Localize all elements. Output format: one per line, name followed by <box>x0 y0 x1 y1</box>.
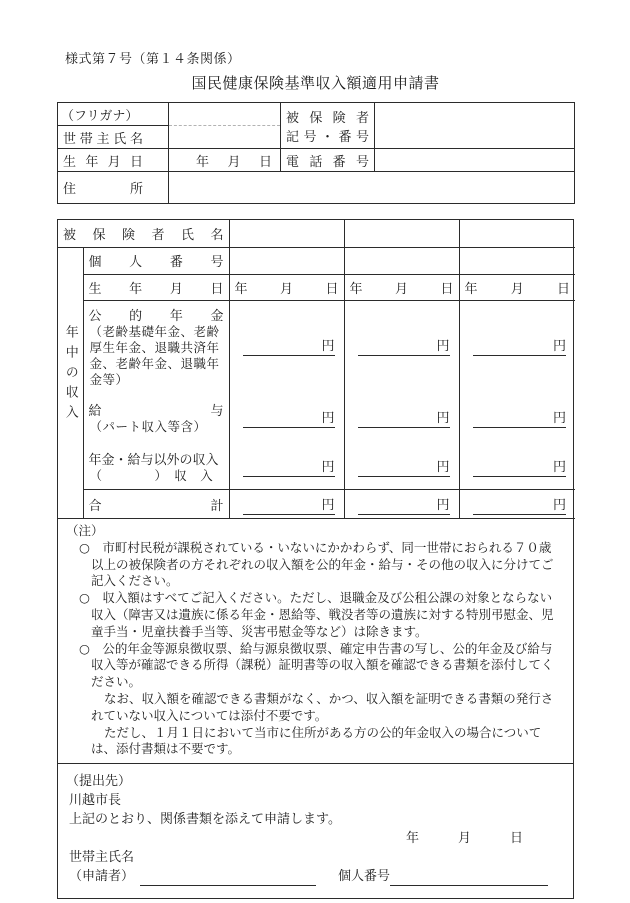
insured-name-label-cell <box>58 220 229 247</box>
applicant-label: （申請者） <box>69 869 135 885</box>
annual-income-vertical-label-cell <box>58 247 83 519</box>
phone-label-cell <box>281 149 375 172</box>
yen-label: 円 <box>553 410 567 426</box>
salary-note: （パート収入等含） <box>89 418 207 434</box>
page-title: 国民健康保険基準収入額適用申請書 <box>191 74 440 92</box>
insured-number-field[interactable] <box>375 103 575 149</box>
personal-number-write-field[interactable] <box>390 871 548 886</box>
total-amount-field-1[interactable] <box>243 494 335 515</box>
birthdate-field[interactable] <box>169 149 281 172</box>
applicant-info-table <box>57 102 575 204</box>
pension-amount-field-2[interactable] <box>358 335 450 356</box>
insured-birthdate-field-2[interactable] <box>344 274 459 300</box>
address-field[interactable] <box>169 172 575 204</box>
date-placeholder: 年月日 <box>464 281 571 297</box>
yen-label: 円 <box>553 497 567 513</box>
yen-label: 円 <box>436 410 450 426</box>
other-income-title: 年金・給与以外の収入 <box>88 453 219 469</box>
pension-amount-field-3[interactable] <box>473 335 567 356</box>
form-number: 様式第７号（第１４条関係） <box>65 52 241 67</box>
other-amount-field-3[interactable] <box>473 456 567 477</box>
pension-amount-cell-1 <box>229 300 344 390</box>
yen-label: 円 <box>321 338 335 354</box>
main-box <box>57 219 574 899</box>
insured-birthdate-label-cell <box>83 274 229 300</box>
yen-label: 円 <box>436 338 450 354</box>
pension-amount-cell-3 <box>459 300 575 390</box>
yen-label: 円 <box>321 497 335 513</box>
other-amount-cell-3 <box>459 445 575 490</box>
pension-amount-field-1[interactable] <box>243 335 335 356</box>
other-income-note: （ ） 収 入 <box>89 468 214 484</box>
household-head-label-cell <box>58 126 169 149</box>
salary-title: 給与 <box>88 403 224 419</box>
personal-number-label: 個人番号 <box>88 255 224 270</box>
total-amount-field-3[interactable] <box>473 494 567 515</box>
note-item-5: ただし、１月１日において当市に住所がある方の公的年金収入の場合については、添付書類は不要です。 <box>91 724 542 757</box>
yen-label: 円 <box>436 460 450 476</box>
insured-name-label: 被保険者氏名 <box>63 227 224 243</box>
insured-birthdate-field-1[interactable] <box>229 274 344 300</box>
address-label-cell <box>58 172 169 204</box>
other-amount-cell-2 <box>344 445 459 490</box>
pension-title: 公的年金 <box>88 308 224 324</box>
insured-number-label-line2: 記号・番号 <box>286 129 369 145</box>
other-income-label-cell <box>83 445 229 490</box>
destination-value: 川越市長 <box>69 793 122 809</box>
phone-label: 電話番号 <box>286 154 369 170</box>
salary-amount-cell-2 <box>344 390 459 445</box>
salary-amount-field-3[interactable] <box>473 407 567 428</box>
destination-label: （提出先） <box>66 774 132 790</box>
total-label-cell <box>83 490 229 519</box>
note-item-2: ○ 収入額はすべてご記入ください。ただし、退職金及び公租公課の対象とならない収入（障害又は遺族に係る年金・恩給等、戦没者等の遺族に対する特別弔慰金、児童手当・児童扶養手当等、災害弔慰金等など）は除きます。 <box>79 590 554 639</box>
insured-number-label-line1: 被保険者 <box>286 110 369 126</box>
household-head-name-field[interactable] <box>169 126 281 149</box>
date-placeholder: 年月日 <box>234 281 339 297</box>
annual-income-vertical-label: 年中の収入 <box>62 324 78 425</box>
household-head-label: 世帯主氏名 <box>63 131 143 147</box>
personal-number-label-cell <box>83 247 229 274</box>
total-amount-cell-3 <box>459 490 575 519</box>
note-item-3: ○ 公的年金等源泉徴収票、給与源泉徴収票、確定申告書の写し、公的年金及び給与収入等が確認できる所得（課税）証明書等の収入額を確認できる書類を添付してください。 <box>79 640 554 690</box>
yen-label: 円 <box>553 338 567 354</box>
notes-section <box>58 519 573 764</box>
yen-label: 円 <box>321 460 335 476</box>
application-date-placeholder: 年 月 日 <box>405 831 523 847</box>
yen-label: 円 <box>321 410 335 426</box>
total-amount-cell-1 <box>229 490 344 519</box>
total-amount-cell-2 <box>344 490 459 519</box>
furigana-label-cell <box>58 103 169 126</box>
note-item-1: ○ 市町村民税が課税されている・いないにかかわらず、同一世帯におられる７０歳以上の被保険者の方それぞれの収入額を公的年金・給与・その他の収入に分けてご記入ください。 <box>79 539 554 589</box>
pension-note: （老齢基礎年金、老齢厚生年金、退職共済年金、老齢年金、退職年金等） <box>89 323 220 387</box>
salary-label-cell <box>83 390 229 445</box>
birthdate-label: 生年月日 <box>63 154 143 170</box>
salary-amount-cell-3 <box>459 390 575 445</box>
application-statement: 上記のとおり、関係書類を添えて申請します。 <box>69 812 341 828</box>
submission-section <box>58 764 573 898</box>
address-label: 住所 <box>63 182 143 197</box>
insured-number-label-cell <box>281 103 375 149</box>
salary-amount-field-1[interactable] <box>243 407 335 428</box>
applicant-signature-field[interactable] <box>140 871 316 886</box>
insured-name-field-3[interactable] <box>459 220 575 247</box>
pension-label-cell <box>83 300 229 390</box>
other-amount-field-2[interactable] <box>358 456 450 477</box>
salary-amount-field-2[interactable] <box>358 407 450 428</box>
other-amount-field-1[interactable] <box>243 456 335 477</box>
insured-name-field-2[interactable] <box>344 220 459 247</box>
birthdate-label-cell <box>58 149 169 172</box>
personal-number-field-2[interactable] <box>344 247 459 274</box>
insured-name-field-1[interactable] <box>229 220 344 247</box>
note-item-4: なお、収入額を確認できる書類がなく、かつ、収入額を証明できる書類の発行されていない収入については添付不要です。 <box>91 690 554 723</box>
notes-heading: （注） <box>66 523 104 538</box>
submission-head-name-label: 世帯主氏名 <box>69 850 135 866</box>
yen-label: 円 <box>553 460 567 476</box>
salary-amount-cell-1 <box>229 390 344 445</box>
pension-amount-cell-2 <box>344 300 459 390</box>
personal-number-write-label: 個人番号 <box>338 869 391 885</box>
total-label: 合計 <box>88 498 224 514</box>
yen-label: 円 <box>436 497 450 513</box>
furigana-field[interactable] <box>169 103 281 126</box>
furigana-label: （フリガナ） <box>61 108 139 124</box>
date-placeholder: 年月日 <box>349 281 454 297</box>
income-table <box>58 220 575 519</box>
insured-birthdate-label: 生年月日 <box>88 281 224 297</box>
phone-field[interactable] <box>375 149 575 172</box>
insured-birthdate-field-3[interactable] <box>459 274 575 300</box>
other-amount-cell-1 <box>229 445 344 490</box>
personal-number-field-3[interactable] <box>459 247 575 274</box>
personal-number-field-1[interactable] <box>229 247 344 274</box>
birthdate-placeholder: 年月日 <box>196 154 272 170</box>
total-amount-field-2[interactable] <box>358 494 450 515</box>
